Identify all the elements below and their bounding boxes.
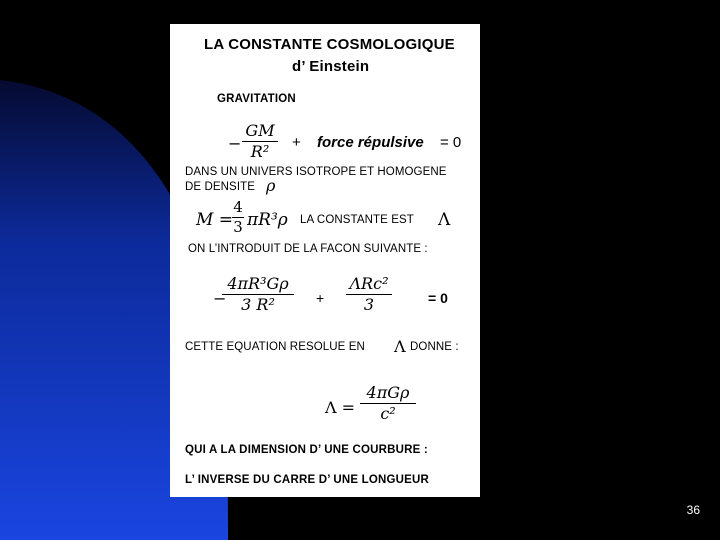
eq1-numerator: GM <box>245 121 275 140</box>
eq2-equals-zero: = 0 <box>428 290 448 306</box>
eq1-denominator: R² <box>250 142 270 161</box>
univers-line-1: DANS UN UNIVERS ISOTROPE ET HOMOGENE <box>185 166 447 178</box>
eq1-equals-zero: = 0 <box>440 134 462 151</box>
eq2-fraction-1 <box>222 276 294 313</box>
mass-denominator: 3 <box>233 218 243 236</box>
dimension-text: QUI A LA DIMENSION D’ UNE COURBURE : <box>185 444 428 456</box>
eq2-fraction-1-denominator: 3 R² <box>241 295 275 314</box>
eq3-denominator: c² <box>380 404 396 423</box>
eq2-plus: + <box>316 290 325 306</box>
eq1-minus: − <box>228 134 242 153</box>
slide-content-card <box>170 24 480 497</box>
eq2-fraction-1-numerator: 4πR³Gρ <box>227 274 289 293</box>
mass-numerator: 4 <box>233 198 243 216</box>
eq1-plus: + <box>292 134 301 151</box>
gravitation-label: GRAVITATION <box>217 93 296 105</box>
force-repulsive-text: force répulsive <box>317 134 424 151</box>
eq2-fraction-2-numerator: ΛRc² <box>349 274 389 293</box>
eq1-fraction <box>242 123 278 160</box>
mass-lhs: M = <box>196 210 234 230</box>
eq3-lhs: Λ = <box>325 398 356 417</box>
eq3-numerator: 4πGρ <box>366 383 410 402</box>
inverse-text: L’ INVERSE DU CARRE D’ UNE LONGUEUR <box>185 474 430 486</box>
lambda-symbol-2: Λ <box>394 337 406 356</box>
resolue-text: CETTE EQUATION RESOLUE EN <box>185 341 365 353</box>
mass-rhs: πR³ρ <box>247 210 288 230</box>
rho-symbol: ρ <box>266 176 276 195</box>
introduit-text: ON L’INTRODUIT DE LA FACON SUIVANTE : <box>188 243 428 255</box>
page-number: 36 <box>686 503 700 517</box>
eq2-fraction-2-denominator: 3 <box>363 295 375 314</box>
eq3-fraction <box>360 385 416 422</box>
eq2-fraction-2 <box>346 276 392 313</box>
univers-line-2: DE DENSITE <box>185 181 256 193</box>
constante-est-text: LA CONSTANTE EST <box>300 214 414 226</box>
title-line-1: LA CONSTANTE COSMOLOGIQUE <box>204 36 455 53</box>
donne-text: DONNE : <box>410 341 459 353</box>
title-line-2: d’ Einstein <box>292 58 370 75</box>
eq2-minus: − <box>213 289 227 308</box>
mass-fraction <box>232 200 244 235</box>
lambda-symbol: Λ <box>438 210 451 230</box>
